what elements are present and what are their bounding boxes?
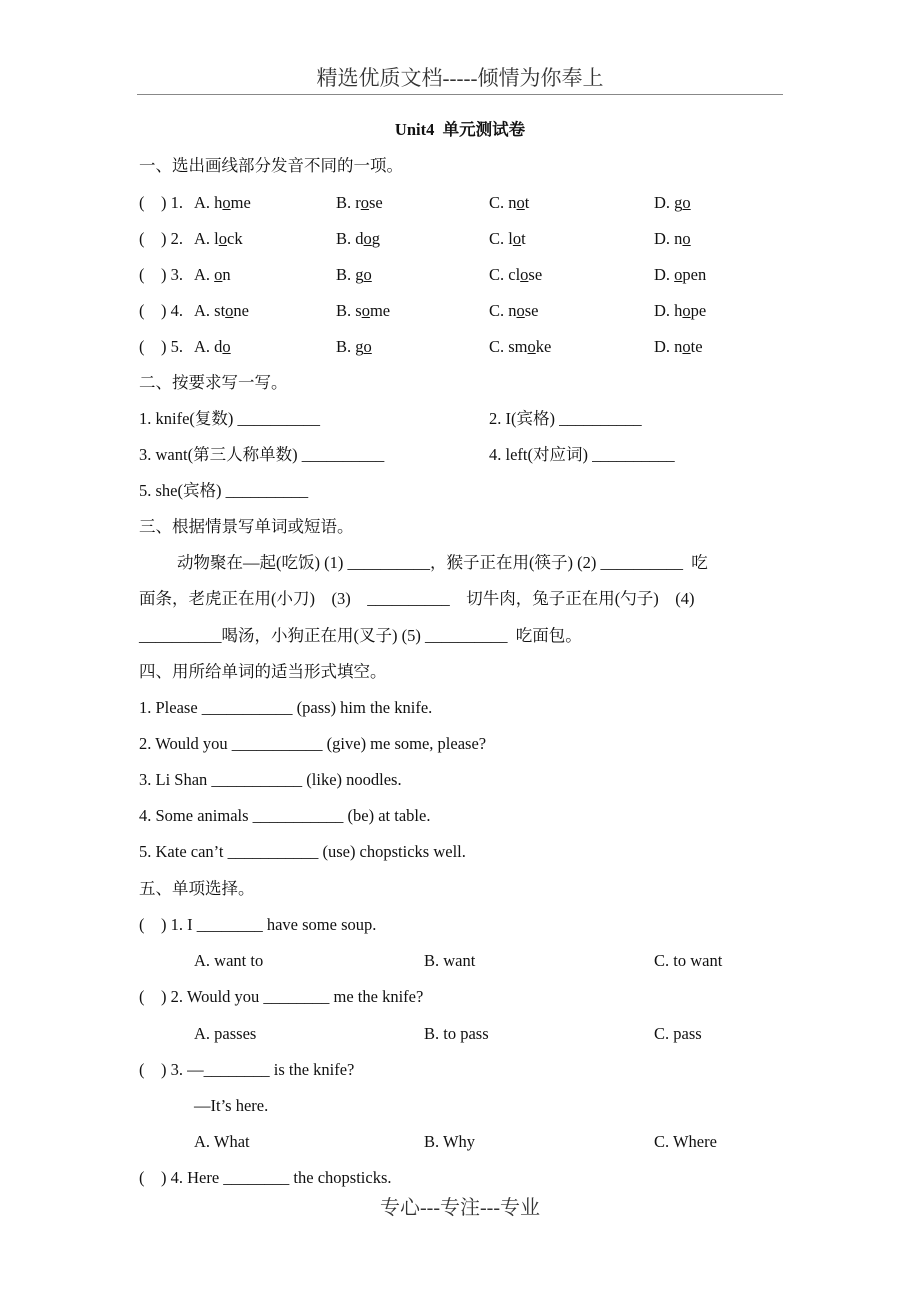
underlined-letter: o [516, 193, 525, 212]
option [654, 337, 703, 357]
text-part: B. d [336, 229, 364, 248]
text-part: A. h [194, 193, 223, 212]
question-item: 4. Some animals ___________ (be) at table. [139, 806, 431, 825]
text-part: te [690, 337, 703, 356]
text-part: pen [682, 265, 707, 284]
underlined-letter: o [361, 301, 370, 320]
underlined-letter: o [360, 193, 369, 212]
question-number: ( ) 3. [139, 265, 188, 284]
option [489, 229, 526, 249]
option [654, 193, 691, 213]
text-part: C. sm [489, 337, 528, 356]
option: A. passes [194, 1023, 257, 1043]
question-item: ( ) 3. —________ is the knife? [139, 1059, 355, 1079]
option: C. to want [654, 951, 723, 971]
question-item: 1. Please ___________ (pass) him the knife. [139, 698, 433, 717]
text-part: C. cl [489, 265, 521, 284]
text-part: A. st [194, 301, 226, 320]
question-item: 4. left(对应词) __________ [489, 445, 675, 464]
document-title: Unit4 单元测试卷 [394, 120, 526, 139]
page-header: 精选优质文档-----倾情为你奉上 [316, 66, 604, 90]
text-part: se [524, 301, 539, 320]
option [194, 265, 231, 285]
underlined-letter: o [682, 301, 691, 320]
underlined-letter: o [682, 193, 691, 212]
page-footer: 专心---专注---专业 [380, 1197, 540, 1219]
option [336, 301, 390, 321]
underlined-letter: o [222, 337, 231, 356]
text-part: D. h [654, 301, 683, 320]
option [194, 301, 249, 321]
option [194, 229, 243, 249]
question-item: 5. Kate can’t ___________ (use) chopsticks well. [139, 842, 466, 861]
text-part: ke [535, 337, 552, 356]
section-heading: 一、选出画线部分发音不同的一项。 [139, 156, 403, 175]
underlined-letter: o [512, 229, 522, 248]
question-item: 3. Li Shan ___________ (like) noodles. [139, 770, 402, 789]
option [336, 229, 380, 249]
question-item: 3. want(第三人称单数) __________ [139, 445, 385, 464]
question-dialogue: —It’s here. [194, 1096, 269, 1115]
text-part: me [230, 193, 251, 212]
underlined-letter: o [527, 337, 536, 356]
text-part: ne [233, 301, 249, 320]
question-item: ( ) 4. Here ________ the chopsticks. [139, 1168, 392, 1188]
text-part: n [222, 265, 231, 284]
text-part: se [528, 265, 543, 284]
option [654, 229, 691, 249]
question-item: 2. I(宾格) __________ [489, 409, 642, 428]
underlined-letter: o [214, 265, 223, 284]
paragraph-line: 面条，老虎正在用(小刀) (3) __________ 切牛肉，兔子正在用(勺子) (4) [139, 589, 695, 608]
underlined-letter: o [682, 229, 691, 248]
header-divider [137, 94, 783, 95]
option [489, 337, 551, 357]
text-part: C. l [489, 229, 513, 248]
underlined-letter: o [363, 337, 372, 356]
section-heading: 五、单项选择。 [139, 879, 255, 898]
option: A. What [194, 1132, 250, 1152]
option: B. Why [424, 1132, 476, 1152]
question-item: 1. knife(复数) __________ [139, 409, 321, 428]
text-part: me [369, 301, 391, 320]
question-item: ( ) 2. Would you ________ me the knife? [139, 987, 424, 1007]
text-part: se [369, 193, 383, 212]
text-part: ck [227, 229, 243, 248]
option: B. to pass [424, 1023, 489, 1043]
underlined-letter: o [225, 301, 234, 320]
question-item: 5. she(宾格) __________ [139, 481, 309, 500]
text-part: t [524, 193, 530, 212]
text-part: A. l [194, 229, 219, 248]
question-number: ( ) 2. [139, 229, 188, 248]
option [489, 265, 542, 285]
paragraph-line: 动物聚在—起(吃饭) (1) __________，猴子正在用(筷子) (2) __________ 吃 [177, 553, 708, 572]
text-part: D. n [654, 337, 683, 356]
option: B. want [424, 951, 476, 971]
text-part: A. d [194, 337, 223, 356]
text-part: pe [690, 301, 707, 320]
option [194, 193, 251, 213]
text-part: B. g [336, 337, 364, 356]
underlined-letter: o [222, 193, 231, 212]
question-item: 2. Would you ___________ (give) me some, please? [139, 734, 487, 753]
option [336, 193, 383, 213]
underlined-letter: o [516, 301, 525, 320]
text-part: D. n [654, 229, 683, 248]
question-number: ( ) 5. [139, 337, 188, 356]
option [654, 301, 706, 321]
text-part: D. g [654, 193, 683, 212]
text-part: C. n [489, 301, 517, 320]
option [489, 301, 539, 321]
underlined-letter: o [218, 229, 227, 248]
text-part: B. s [336, 301, 362, 320]
text-part: B. r [336, 193, 361, 212]
section-heading: 二、按要求写一写。 [139, 373, 288, 392]
question-number: ( ) 4. [139, 301, 188, 320]
underlined-letter: o [363, 265, 372, 284]
option [654, 265, 706, 285]
text-part: t [521, 229, 526, 248]
section-heading: 四、用所给单词的适当形式填空。 [139, 662, 387, 681]
underlined-letter: o [682, 337, 691, 356]
option: A. want to [194, 951, 264, 971]
option: C. Where [654, 1132, 717, 1152]
option [489, 193, 529, 213]
option [194, 337, 231, 357]
question-number: ( ) 1. [139, 193, 188, 212]
option: C. pass [654, 1023, 702, 1043]
underlined-letter: o [363, 229, 372, 248]
option [336, 265, 372, 285]
text-part: g [371, 229, 381, 248]
text-part: B. g [336, 265, 364, 284]
question-item: ( ) 1. I ________ have some soup. [139, 915, 377, 934]
paragraph-line: __________喝汤，小狗正在用(叉子) (5) __________ 吃面包。 [139, 626, 582, 645]
text-part: D. [654, 265, 675, 284]
text-part: A. [194, 265, 215, 284]
underlined-letter: o [674, 265, 683, 284]
text-part: C. n [489, 193, 517, 212]
section-heading: 三、根据情景写单词或短语。 [139, 517, 354, 536]
option [336, 337, 372, 357]
underlined-letter: o [520, 265, 529, 284]
